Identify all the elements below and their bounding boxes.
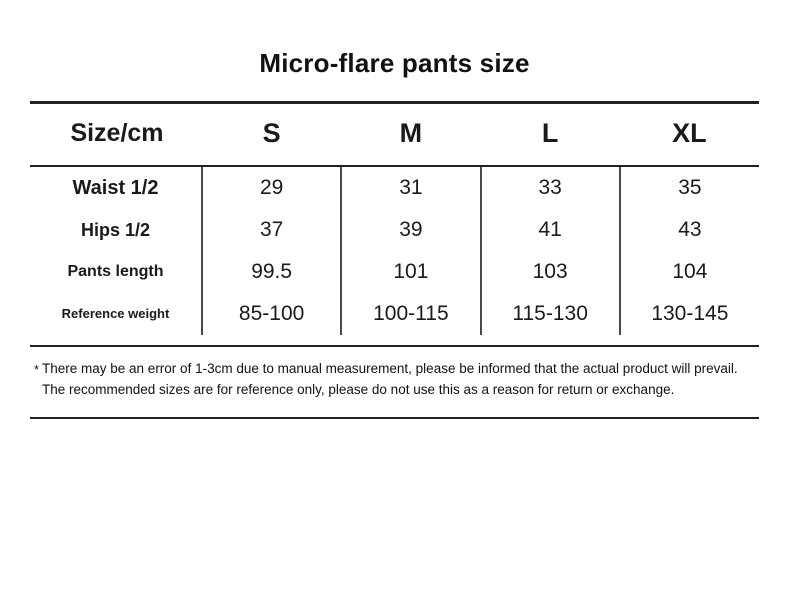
column-header-xl: XL <box>620 103 759 167</box>
table-row <box>30 251 759 293</box>
table-row <box>30 293 759 335</box>
cell-hips-xl: 43 <box>678 218 702 241</box>
page-title: Micro-flare pants size <box>259 48 530 78</box>
cell-waist-s: 29 <box>202 166 341 209</box>
cell-length-l: 103 <box>481 251 620 293</box>
table-row <box>30 209 759 251</box>
row-label-waist: Waist 1/2 <box>30 166 202 209</box>
table-bottom-divider <box>30 345 759 347</box>
row-label-hips: Hips 1/2 <box>30 209 202 251</box>
cell-weight-xl: 130-145 <box>651 302 729 325</box>
column-header-l: L <box>481 103 620 167</box>
cell-hips-m: 39 <box>341 209 480 251</box>
size-table <box>30 101 759 335</box>
table-header-row <box>30 103 759 167</box>
column-header-s: S <box>202 103 341 167</box>
cell-length-s: 99.5 <box>202 251 341 293</box>
asterisk-icon: * <box>34 362 40 377</box>
cell-length-m: 101 <box>341 251 480 293</box>
cell-waist-l: 33 <box>481 166 620 209</box>
measurement-note-text: There may be an error of 1-3cm due to manual measurement, please be informed that the actual product will prevail. The recommended sizes are for reference only, please do not use this as a reason for return or exchange. <box>42 361 738 397</box>
table-body <box>30 166 759 335</box>
cell-length-xl: 104 <box>672 260 708 283</box>
size-table-container <box>30 101 759 335</box>
footer-divider <box>30 417 759 419</box>
column-header-m: M <box>341 103 480 167</box>
cell-hips-s: 37 <box>202 209 341 251</box>
cell-waist-m: 31 <box>341 166 480 209</box>
cell-weight-l: 115-130 <box>481 293 620 335</box>
row-label-pants-length: Pants length <box>30 251 202 293</box>
table-header <box>30 103 759 167</box>
measurement-note <box>34 359 747 401</box>
row-label-reference-weight: Reference weight <box>30 293 202 335</box>
table-row <box>30 166 759 209</box>
cell-waist-xl: 35 <box>678 176 702 199</box>
cell-hips-l: 41 <box>481 209 620 251</box>
table-corner-label: Size/cm <box>30 103 202 167</box>
cell-weight-m: 100-115 <box>341 293 480 335</box>
cell-weight-s: 85-100 <box>202 293 341 335</box>
